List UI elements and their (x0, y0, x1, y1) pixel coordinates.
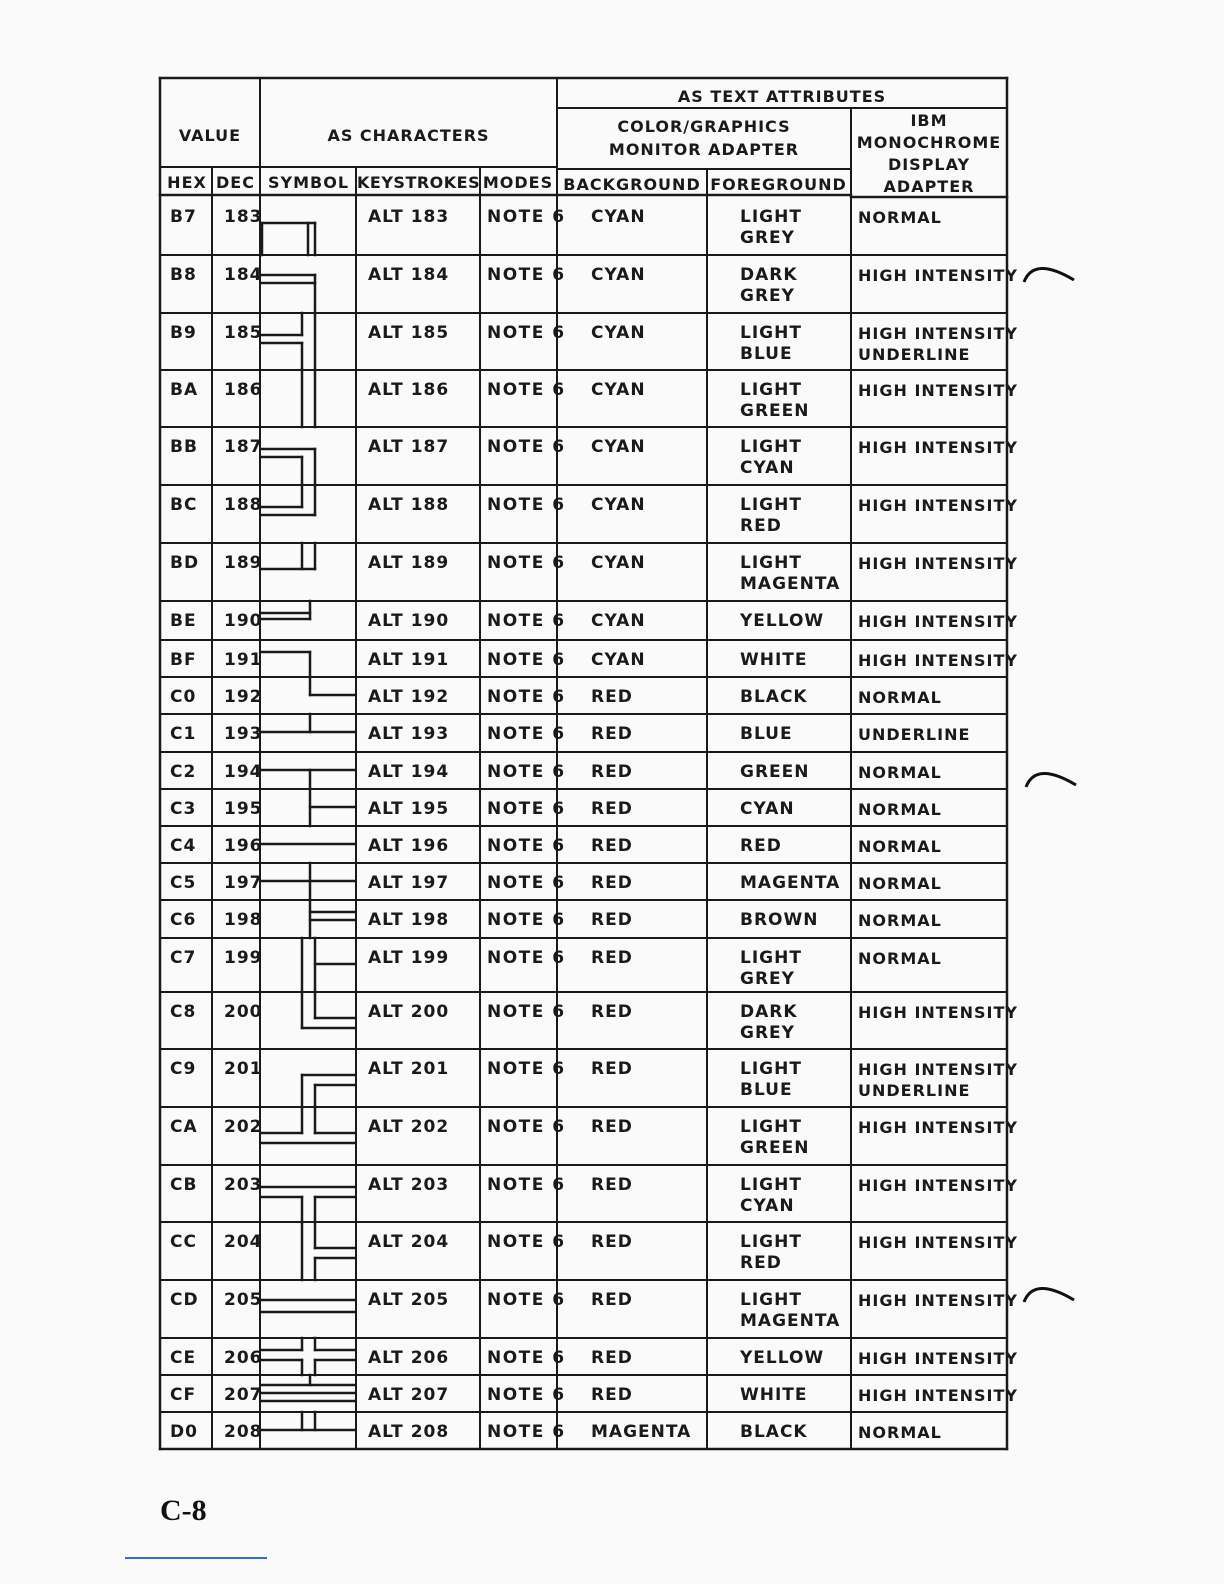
dec-cell: 202 (224, 1117, 263, 1137)
modes-cell: NOTE 6 (487, 611, 566, 631)
hex-cell: B9 (170, 323, 197, 343)
symbol-glyph (262, 863, 355, 900)
foreground-cell: LIGHT CYAN (740, 1175, 802, 1216)
header-dec: DEC (216, 173, 255, 192)
modes-cell: NOTE 6 (487, 1117, 566, 1137)
background-cell: CYAN (591, 611, 646, 631)
foreground-cell: YELLOW (740, 611, 825, 631)
modes-cell: NOTE 6 (487, 380, 566, 400)
dec-cell: 197 (224, 873, 263, 893)
background-cell: RED (591, 1059, 633, 1079)
keystrokes-cell: ALT 201 (368, 1059, 450, 1079)
hex-cell: C9 (170, 1059, 197, 1079)
keystrokes-cell: ALT 196 (368, 836, 450, 856)
hex-cell: BE (170, 611, 197, 631)
symbol-glyph (262, 714, 355, 732)
symbol-glyph (302, 1222, 355, 1280)
foreground-cell: LIGHT CYAN (740, 437, 802, 478)
symbol-glyph (262, 1187, 355, 1222)
mono-cell: HIGH INTENSITY (858, 1118, 1018, 1137)
symbol-glyph (310, 677, 355, 695)
keystrokes-cell: ALT 194 (368, 762, 450, 782)
background-cell: CYAN (591, 495, 646, 515)
keystrokes-cell: ALT 199 (368, 948, 450, 968)
header-symbol: SYMBOL (267, 173, 350, 192)
binder-mark (1026, 773, 1076, 787)
mono-cell: HIGH INTENSITY (858, 496, 1018, 515)
dec-cell: 184 (224, 265, 263, 285)
modes-cell: NOTE 6 (487, 650, 566, 670)
mono-cell: HIGH INTENSITY UNDERLINE (858, 324, 1018, 364)
keystrokes-cell: ALT 208 (368, 1422, 450, 1442)
mono-cell: NORMAL (858, 688, 942, 707)
symbol-glyph (262, 313, 315, 370)
hex-cell: C5 (170, 873, 197, 893)
background-cell: CYAN (591, 207, 646, 227)
modes-cell: NOTE 6 (487, 1290, 566, 1310)
symbol-glyph (302, 992, 355, 1028)
keystrokes-cell: ALT 200 (368, 1002, 450, 1022)
background-cell: CYAN (591, 650, 646, 670)
modes-cell: NOTE 6 (487, 1175, 566, 1195)
dec-cell: 204 (224, 1232, 263, 1252)
mono-cell: HIGH INTENSITY (858, 1386, 1018, 1405)
symbol-glyph (302, 370, 315, 427)
background-cell: RED (591, 836, 633, 856)
background-cell: CYAN (591, 437, 646, 457)
symbol-glyph (262, 652, 310, 677)
header-hex: HEX (167, 173, 207, 192)
hex-cell: B7 (170, 207, 197, 227)
dec-cell: 194 (224, 762, 263, 782)
foreground-cell: MAGENTA (740, 873, 841, 893)
hex-cell: CF (170, 1385, 197, 1405)
dec-cell: 187 (224, 437, 263, 457)
modes-cell: NOTE 6 (487, 1422, 566, 1442)
foreground-cell: CYAN (740, 799, 795, 819)
background-cell: RED (591, 687, 633, 707)
foreground-cell: LIGHT GREEN (740, 1117, 810, 1158)
footer-rule (125, 1557, 267, 1559)
dec-cell: 195 (224, 799, 263, 819)
foreground-cell: LIGHT RED (740, 495, 802, 536)
dec-cell: 208 (224, 1422, 263, 1442)
mono-cell: HIGH INTENSITY (858, 1003, 1018, 1022)
background-cell: CYAN (591, 323, 646, 343)
hex-cell: C2 (170, 762, 197, 782)
keystrokes-cell: ALT 193 (368, 724, 450, 744)
modes-cell: NOTE 6 (487, 1385, 566, 1405)
symbol-glyph (310, 900, 355, 938)
background-cell: RED (591, 762, 633, 782)
dec-cell: 206 (224, 1348, 263, 1368)
dec-cell: 198 (224, 910, 263, 930)
mono-cell: HIGH INTENSITY (858, 612, 1018, 631)
mono-cell: HIGH INTENSITY (858, 1349, 1018, 1368)
symbol-glyph (262, 1338, 355, 1375)
foreground-cell: LIGHT GREEN (740, 380, 810, 421)
foreground-cell: LIGHT MAGENTA (740, 1290, 841, 1331)
foreground-cell: LIGHT GREY (740, 207, 802, 248)
foreground-cell: BROWN (740, 910, 819, 930)
background-cell: RED (591, 1232, 633, 1252)
mono-cell: NORMAL (858, 837, 942, 856)
mono-cell: NORMAL (858, 800, 942, 819)
keystrokes-cell: ALT 204 (368, 1232, 450, 1252)
mono-cell: UNDERLINE (858, 725, 971, 744)
modes-cell: NOTE 6 (487, 1232, 566, 1252)
background-cell: RED (591, 724, 633, 744)
mono-cell: NORMAL (858, 949, 942, 968)
symbol-glyph (262, 770, 355, 789)
modes-cell: NOTE 6 (487, 948, 566, 968)
hex-cell: CE (170, 1348, 197, 1368)
foreground-cell: WHITE (740, 1385, 808, 1405)
dec-cell: 203 (224, 1175, 263, 1195)
hex-cell: CD (170, 1290, 199, 1310)
background-cell: RED (591, 1348, 633, 1368)
header-color-graphics-adapter: COLOR/GRAPHICS MONITOR ADAPTER (608, 117, 800, 159)
keystrokes-cell: ALT 192 (368, 687, 450, 707)
modes-cell: NOTE 6 (487, 553, 566, 573)
header-as-text-attributes: AS TEXT ATTRIBUTES (677, 87, 887, 106)
symbol-glyph (262, 1375, 355, 1401)
symbol-glyph (262, 485, 315, 515)
dec-cell: 205 (224, 1290, 263, 1310)
hex-cell: BC (170, 495, 198, 515)
dec-cell: 199 (224, 948, 263, 968)
keystrokes-cell: ALT 195 (368, 799, 450, 819)
binder-mark (1024, 268, 1074, 282)
symbol-glyph (302, 938, 355, 992)
hex-cell: D0 (170, 1422, 198, 1442)
dec-cell: 185 (224, 323, 263, 343)
keystrokes-cell: ALT 189 (368, 553, 450, 573)
foreground-cell: LIGHT MAGENTA (740, 553, 841, 594)
hex-cell: CB (170, 1175, 198, 1195)
hex-cell: C8 (170, 1002, 197, 1022)
hex-cell: C4 (170, 836, 197, 856)
mono-cell: HIGH INTENSITY (858, 1233, 1018, 1252)
header-foreground: FOREGROUND (710, 175, 847, 194)
hex-cell: C0 (170, 687, 197, 707)
keystrokes-cell: ALT 186 (368, 380, 450, 400)
mono-cell: HIGH INTENSITY (858, 381, 1018, 400)
background-cell: MAGENTA (591, 1422, 692, 1442)
keystrokes-cell: ALT 191 (368, 650, 450, 670)
foreground-cell: LIGHT GREY (740, 948, 802, 989)
modes-cell: NOTE 6 (487, 762, 566, 782)
hex-cell: BD (170, 553, 200, 573)
foreground-cell: BLACK (740, 1422, 808, 1442)
keystrokes-cell: ALT 207 (368, 1385, 450, 1405)
keystrokes-cell: ALT 187 (368, 437, 450, 457)
symbol-glyph (262, 1300, 355, 1312)
keystrokes-cell: ALT 185 (368, 323, 450, 343)
mono-cell: HIGH INTENSITY (858, 1291, 1018, 1310)
hex-cell: BB (170, 437, 198, 457)
foreground-cell: GREEN (740, 762, 810, 782)
dec-cell: 186 (224, 380, 263, 400)
background-cell: CYAN (591, 265, 646, 285)
binder-mark (1024, 1288, 1074, 1302)
foreground-cell: DARK GREY (740, 265, 798, 306)
page-number: C-8 (160, 1494, 207, 1527)
dec-cell: 192 (224, 687, 263, 707)
modes-cell: NOTE 6 (487, 1348, 566, 1368)
background-cell: RED (591, 1002, 633, 1022)
keystrokes-cell: ALT 202 (368, 1117, 450, 1137)
modes-cell: NOTE 6 (487, 323, 566, 343)
keystrokes-cell: ALT 203 (368, 1175, 450, 1195)
foreground-cell: RED (740, 836, 782, 856)
modes-cell: NOTE 6 (487, 836, 566, 856)
modes-cell: NOTE 6 (487, 910, 566, 930)
background-cell: RED (591, 873, 633, 893)
dec-cell: 196 (224, 836, 263, 856)
hex-cell: C6 (170, 910, 197, 930)
mono-cell: NORMAL (858, 911, 942, 930)
foreground-cell: WHITE (740, 650, 808, 670)
keystrokes-cell: ALT 198 (368, 910, 450, 930)
dec-cell: 188 (224, 495, 263, 515)
mono-cell: HIGH INTENSITY UNDERLINE (858, 1060, 1018, 1100)
background-cell: RED (591, 910, 633, 930)
symbol-glyph (262, 1107, 355, 1143)
foreground-cell: DARK GREY (740, 1002, 798, 1043)
dec-cell: 191 (224, 650, 263, 670)
modes-cell: NOTE 6 (487, 495, 566, 515)
hex-cell: C3 (170, 799, 197, 819)
dec-cell: 183 (224, 207, 263, 227)
background-cell: CYAN (591, 553, 646, 573)
symbol-glyph (302, 1075, 355, 1107)
symbol-glyph (262, 543, 315, 569)
dec-cell: 190 (224, 611, 263, 631)
header-modes: MODES (482, 173, 554, 192)
mono-cell: NORMAL (858, 763, 942, 782)
foreground-cell: LIGHT BLUE (740, 323, 802, 364)
background-cell: RED (591, 799, 633, 819)
foreground-cell: YELLOW (740, 1348, 825, 1368)
modes-cell: NOTE 6 (487, 1002, 566, 1022)
symbol-glyph (262, 449, 315, 485)
keystrokes-cell: ALT 206 (368, 1348, 450, 1368)
symbol-glyph (262, 223, 315, 255)
background-cell: RED (591, 1290, 633, 1310)
modes-cell: NOTE 6 (487, 799, 566, 819)
background-cell: RED (591, 1175, 633, 1195)
symbol-glyph (262, 275, 315, 313)
keystrokes-cell: ALT 183 (368, 207, 450, 227)
dec-cell: 193 (224, 724, 263, 744)
background-cell: RED (591, 1117, 633, 1137)
header-background: BACKGROUND (563, 175, 701, 194)
hex-cell: CC (170, 1232, 197, 1252)
mono-cell: HIGH INTENSITY (858, 651, 1018, 670)
modes-cell: NOTE 6 (487, 873, 566, 893)
dec-cell: 200 (224, 1002, 263, 1022)
modes-cell: NOTE 6 (487, 437, 566, 457)
hex-cell: BA (170, 380, 199, 400)
mono-cell: NORMAL (858, 1423, 942, 1442)
foreground-cell: BLACK (740, 687, 808, 707)
header-as-characters: AS CHARACTERS (327, 126, 490, 145)
symbol-glyph (262, 601, 310, 619)
mono-cell: NORMAL (858, 208, 942, 227)
header-ibm-monochrome: IBM MONOCHROME DISPLAY ADAPTER (856, 111, 1002, 196)
mono-cell: HIGH INTENSITY (858, 438, 1018, 457)
modes-cell: NOTE 6 (487, 1059, 566, 1079)
keystrokes-cell: ALT 188 (368, 495, 450, 515)
foreground-cell: LIGHT BLUE (740, 1059, 802, 1100)
mono-cell: NORMAL (858, 874, 942, 893)
modes-cell: NOTE 6 (487, 265, 566, 285)
mono-cell: HIGH INTENSITY (858, 1176, 1018, 1195)
hex-cell: B8 (170, 265, 197, 285)
hex-cell: C7 (170, 948, 197, 968)
modes-cell: NOTE 6 (487, 724, 566, 744)
background-cell: RED (591, 948, 633, 968)
foreground-cell: BLUE (740, 724, 793, 744)
keystrokes-cell: ALT 190 (368, 611, 450, 631)
foreground-cell: LIGHT RED (740, 1232, 802, 1273)
mono-cell: HIGH INTENSITY (858, 266, 1018, 285)
hex-cell: C1 (170, 724, 197, 744)
header-value: VALUE (178, 126, 242, 145)
mono-cell: HIGH INTENSITY (858, 554, 1018, 573)
dec-cell: 207 (224, 1385, 263, 1405)
symbol-glyph (310, 789, 355, 826)
modes-cell: NOTE 6 (487, 207, 566, 227)
symbol-glyph (262, 1412, 355, 1430)
background-cell: RED (591, 1385, 633, 1405)
dec-cell: 201 (224, 1059, 263, 1079)
keystrokes-cell: ALT 184 (368, 265, 450, 285)
header-keystrokes: KEYSTROKES (357, 173, 481, 192)
background-cell: CYAN (591, 380, 646, 400)
keystrokes-cell: ALT 197 (368, 873, 450, 893)
hex-cell: BF (170, 650, 197, 670)
hex-cell: CA (170, 1117, 198, 1137)
dec-cell: 189 (224, 553, 263, 573)
modes-cell: NOTE 6 (487, 687, 566, 707)
keystrokes-cell: ALT 205 (368, 1290, 450, 1310)
